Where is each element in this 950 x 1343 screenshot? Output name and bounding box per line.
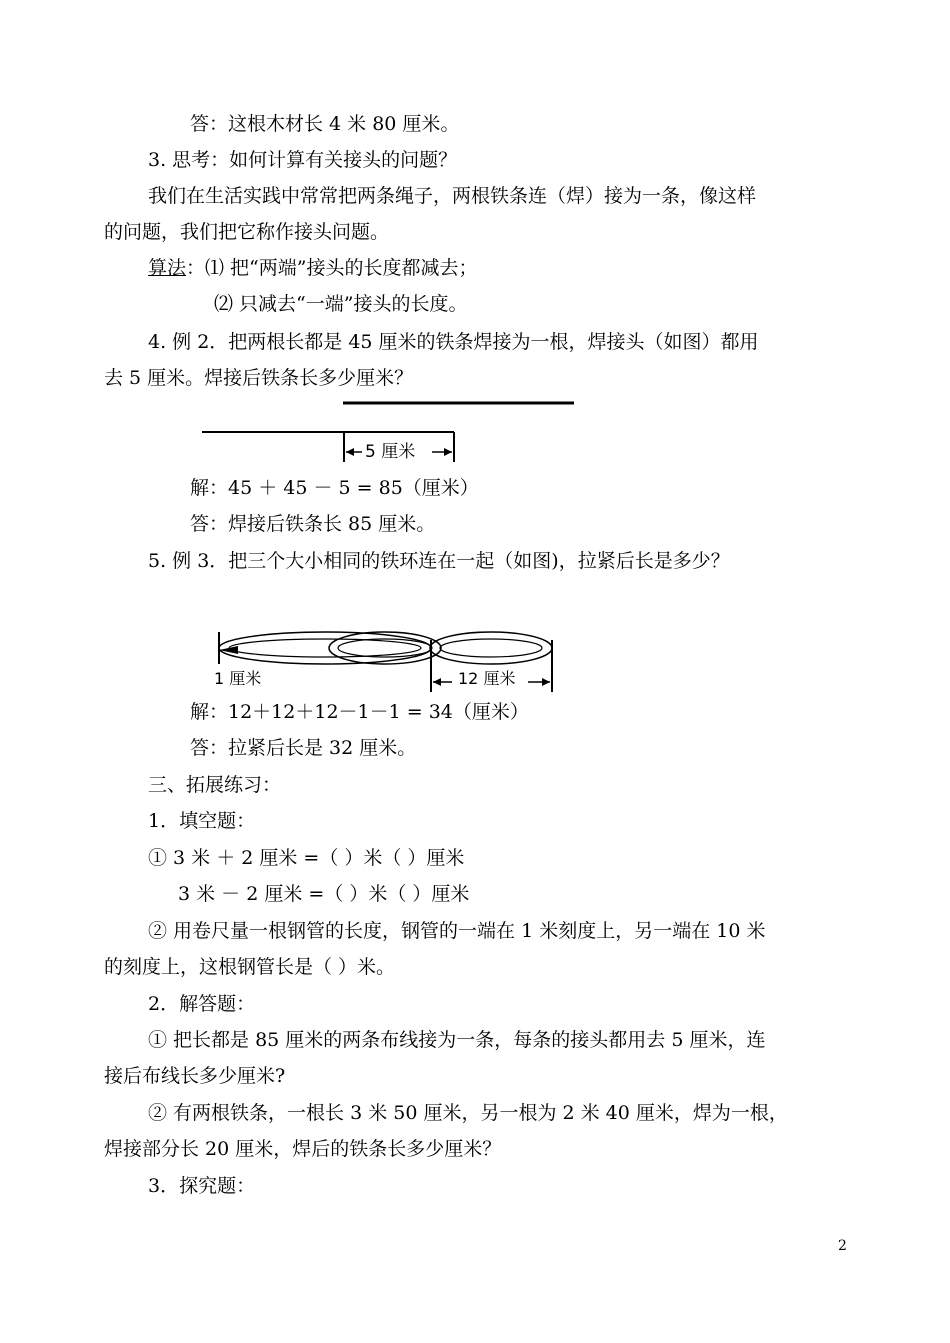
problem-item-1-cont: 接后布线长多少厘米? <box>104 1065 286 1087</box>
answer-line-rings: 答：拉紧后长是 32 厘米。 <box>190 737 417 759</box>
algorithm-line-2: ⑵ 只减去“一端”接头的长度。 <box>214 293 468 315</box>
arrow-right-icon <box>444 448 452 456</box>
arrow-right-icon <box>219 646 238 654</box>
example-3-line: 5. 例 3．把三个大小相同的铁环连在一起（如图)，拉紧后长是多少？ <box>148 550 730 572</box>
algorithm-text: ：⑴ 把“两端”接头的长度都减去； <box>186 257 478 279</box>
answer-line-weld: 答：焊接后铁条长 85 厘米。 <box>190 513 436 535</box>
ring-1-outer <box>219 632 431 664</box>
section-heading-practice: 三、拓展练习： <box>148 774 282 796</box>
explore-heading: 3．探究题： <box>148 1175 256 1197</box>
fill-blank-item-2-cont: 的刻度上，这根钢管长是（ ）米。 <box>104 956 396 978</box>
ring-1-inner <box>229 639 421 657</box>
fill-blank-heading: 1．填空题： <box>148 810 256 832</box>
problem-item-2: ② 有两根铁条，一根长 3 米 50 厘米，另一根为 2 米 40 厘米，焊为一根， <box>148 1102 788 1124</box>
fill-blank-item-1b: 3 米 － 2 厘米 =（ ）米（ ）厘米 <box>178 883 470 905</box>
paragraph-line: 我们在生活实践中常常把两条绳子，两根铁条连（焊）接为一条，像这样 <box>148 185 757 207</box>
page-number: 2 <box>838 1238 847 1254</box>
ring-3-outer <box>430 632 552 664</box>
fill-blank-item-2: ② 用卷尺量一根钢管的长度，钢管的一端在 1 米刻度上，另一端在 10 米 <box>148 920 766 942</box>
problem-item-2-cont: 焊接部分长 20 厘米，焊后的铁条长多少厘米？ <box>104 1138 502 1160</box>
example-2-line: 4. 例 2．把两根长都是 45 厘米的铁条焊接为一根，焊接头（如图）都用 <box>148 331 759 353</box>
problem-heading: 2．解答题： <box>148 993 256 1015</box>
answer-line-wood: 答：这根木材长 4 米 80 厘米。 <box>190 113 460 135</box>
solution-line-rings: 解：12＋12＋12－1－1 = 34（厘米） <box>190 701 529 723</box>
fill-blank-item-1a: ① 3 米 ＋ 2 厘米 =（ ）米（ ）厘米 <box>148 847 465 869</box>
ring-thickness-label: 1 厘米 <box>214 669 262 688</box>
weld-length-label: 5 厘米 <box>365 442 416 462</box>
algorithm-line-1 <box>148 256 477 280</box>
solution-line-weld: 解：45 ＋ 45 － 5 = 85（厘米） <box>190 477 479 499</box>
ring-2-inner <box>338 639 432 657</box>
ring-3-inner <box>440 639 542 657</box>
section-3-heading: 3. 思考：如何计算有关接头的问题？ <box>148 149 458 171</box>
ring-2-outer <box>329 632 441 664</box>
arrow-left-icon <box>346 448 354 456</box>
arrow-right-icon <box>542 678 550 686</box>
arrow-left-icon <box>433 678 441 686</box>
example-2-line: 去 5 厘米。焊接后铁条长多少厘米？ <box>104 367 414 389</box>
ring-length-label: 12 厘米 <box>458 667 515 691</box>
algorithm-label: 算法 <box>148 257 187 279</box>
paragraph-line: 的问题，我们把它称作接头问题。 <box>104 221 390 243</box>
problem-item-1: ① 把长都是 85 厘米的两条布线接为一条，每条的接头都用去 5 厘米，连 <box>148 1029 766 1051</box>
